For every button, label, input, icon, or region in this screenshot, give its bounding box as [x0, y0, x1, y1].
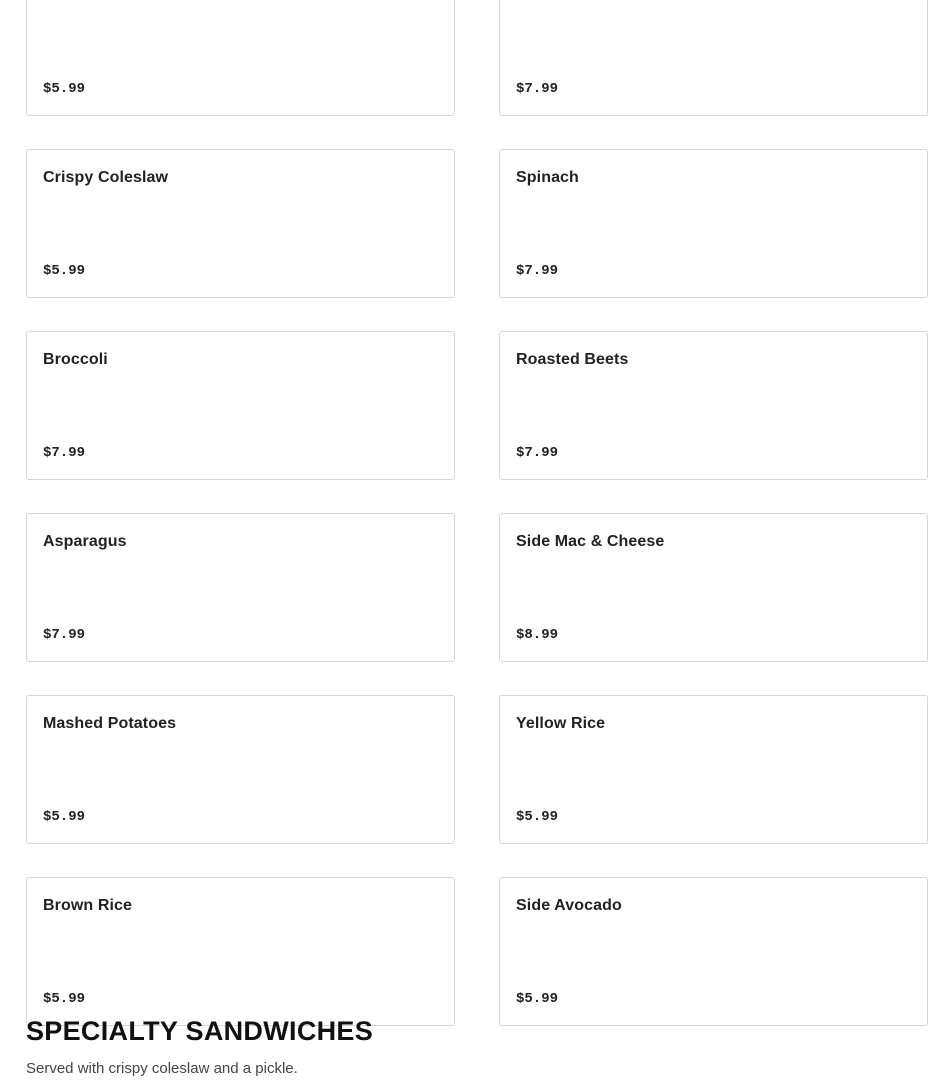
menu-item-card[interactable] — [26, 877, 455, 1026]
menu-item-price: $7.99 — [516, 445, 559, 461]
menu-item-price: $8.99 — [516, 627, 559, 643]
menu-item-card[interactable] — [499, 877, 928, 1026]
menu-item-price: $5.99 — [516, 991, 559, 1007]
menu-item-name: Yellow Rice — [516, 715, 606, 732]
menu-item-name: Brown Rice — [43, 897, 133, 914]
menu-item-price: $5.99 — [43, 991, 86, 1007]
menu-item-price: $5.99 — [43, 263, 86, 279]
menu-item-price: $7.99 — [516, 263, 559, 279]
menu-item-name: Asparagus — [43, 533, 127, 550]
menu-item-card[interactable] — [499, 331, 928, 480]
menu-item-card[interactable] — [499, 513, 928, 662]
menu-item-price: $7.99 — [43, 627, 86, 643]
menu-item-name: Side Mac & Cheese — [516, 533, 665, 550]
menu-item-price: $7.99 — [43, 445, 86, 461]
menu-item-name: Broccoli — [43, 351, 108, 368]
menu-item-name: Spinach — [516, 169, 579, 186]
menu-item-card[interactable] — [26, 149, 455, 298]
section-title: SPECIALTY SANDWICHES — [26, 1016, 374, 1046]
menu-item-price: $7.99 — [516, 81, 559, 97]
menu-item-name: Side Avocado — [516, 897, 622, 914]
menu-item-name: Roasted Beets — [516, 351, 629, 368]
section-description: Served with crispy coleslaw and a pickle. — [26, 1060, 298, 1077]
menu-item-price: $5.99 — [43, 809, 86, 825]
menu-item-price: $5.99 — [516, 809, 559, 825]
menu-item-card[interactable] — [499, 149, 928, 298]
menu-item-price: $5.99 — [43, 81, 86, 97]
menu-item-card[interactable] — [499, 695, 928, 844]
menu-item-card[interactable] — [26, 331, 455, 480]
menu-item-name: Crispy Coleslaw — [43, 169, 169, 186]
menu-item-card[interactable] — [26, 0, 455, 116]
menu-item-card[interactable] — [26, 513, 455, 662]
menu-item-card[interactable] — [499, 0, 928, 116]
menu-item-grid — [26, 0, 928, 1026]
menu-item-card[interactable] — [26, 695, 455, 844]
menu-item-name: Mashed Potatoes — [43, 715, 177, 732]
